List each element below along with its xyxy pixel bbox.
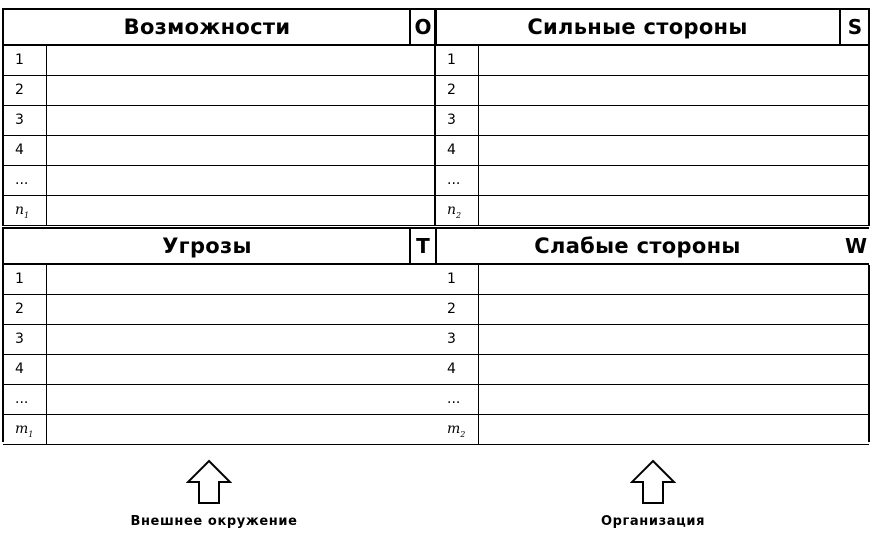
table-cell [479,265,869,294]
table-row [3,76,435,106]
row-number: ... [3,385,47,414]
matrix-left-border [2,8,4,226]
weaknesses-header [435,227,869,265]
row-number-last [435,415,479,444]
table-row [3,325,435,355]
table-cell [47,355,435,384]
table-cell [479,196,869,225]
table-cell [479,166,869,195]
table-row [435,106,869,136]
table-row [3,136,435,166]
threats-title: Угрозы [162,234,252,258]
table-row [435,76,869,106]
row-number: 3 [3,325,47,354]
table-row [435,265,869,295]
table-cell [479,415,869,444]
table-cell [479,136,869,165]
strengths-title: Сильные стороны [527,15,748,39]
threats-rows [3,265,435,445]
table-cell [47,295,435,324]
matrix-right-border [868,8,870,226]
row-index-letter: m [447,421,461,437]
row-number: ... [3,166,47,195]
table-row [3,385,435,415]
organization-caption: Организация [600,514,706,529]
row-number-last [3,196,47,225]
opportunities-rows [3,46,435,226]
table-cell [479,385,869,414]
table-cell [47,196,435,225]
strengths-quadrant [435,8,869,226]
threats-quadrant [3,227,435,445]
weaknesses-quadrant [435,227,869,445]
table-cell [479,355,869,384]
matrix-right-border-bottom [868,265,870,442]
table-row [435,46,869,76]
table-cell [47,106,435,135]
table-row [3,265,435,295]
up-arrow-icon [186,459,232,505]
organization-arrow-icon [630,459,676,505]
threats-letter: T [409,229,437,263]
table-row [435,325,869,355]
strengths-letter: S [839,10,869,44]
table-row [3,46,435,76]
row-number: 3 [435,325,479,354]
table-row [3,415,435,445]
row-index-sub: 1 [28,429,34,439]
row-index-letter: n [15,202,25,218]
table-row [3,355,435,385]
table-cell [479,106,869,135]
row-number: 4 [435,355,479,384]
table-row [435,136,869,166]
table-row [435,415,869,445]
up-arrow-icon [630,459,676,505]
row-number: 3 [3,106,47,135]
row-index-sub: 1 [24,210,30,220]
row-number: ... [435,166,479,195]
table-row [435,196,869,226]
weaknesses-letter: W [844,234,868,258]
strengths-rows [435,46,869,226]
opportunities-quadrant [3,8,435,226]
row-number: 1 [3,265,47,294]
table-cell [47,385,435,414]
table-row [435,385,869,415]
row-number: 1 [3,46,47,75]
table-cell [47,166,435,195]
table-cell [47,46,435,75]
external-caption: Внешнее окружение [130,514,298,529]
table-cell [479,76,869,105]
table-cell [47,415,435,444]
row-number: 1 [435,265,479,294]
weaknesses-title: Слабые стороны [534,234,741,258]
table-cell [47,265,435,294]
table-row [435,355,869,385]
matrix-center-divider [434,8,436,226]
row-number: 2 [3,295,47,324]
row-number: 4 [435,136,479,165]
table-row [3,196,435,226]
row-number: 2 [3,76,47,105]
row-number-last [435,196,479,225]
row-number: 4 [3,136,47,165]
weaknesses-rows [435,265,869,445]
row-number: 2 [435,295,479,324]
row-index-letter: n [447,202,457,218]
table-cell [47,76,435,105]
row-number: 2 [435,76,479,105]
row-index-sub: 2 [456,210,462,220]
opportunities-title: Возможности [123,15,291,39]
matrix-left-border-bottom [2,227,4,442]
row-number: 4 [3,355,47,384]
row-number: 1 [435,46,479,75]
table-row [435,166,869,196]
row-number: ... [435,385,479,414]
table-cell [479,325,869,354]
table-row [3,106,435,136]
table-cell [479,295,869,324]
row-number: 3 [435,106,479,135]
external-arrow-icon [186,459,232,505]
table-cell [47,136,435,165]
threats-header [3,227,435,265]
table-row [435,295,869,325]
row-number-last [3,415,47,444]
table-cell [47,325,435,354]
table-row [3,295,435,325]
table-cell [479,46,869,75]
opportunities-letter: O [409,10,437,44]
opportunities-header [3,8,435,46]
table-row [3,166,435,196]
row-index-sub: 2 [460,429,466,439]
row-index-letter: m [15,421,29,437]
strengths-header [435,8,869,46]
